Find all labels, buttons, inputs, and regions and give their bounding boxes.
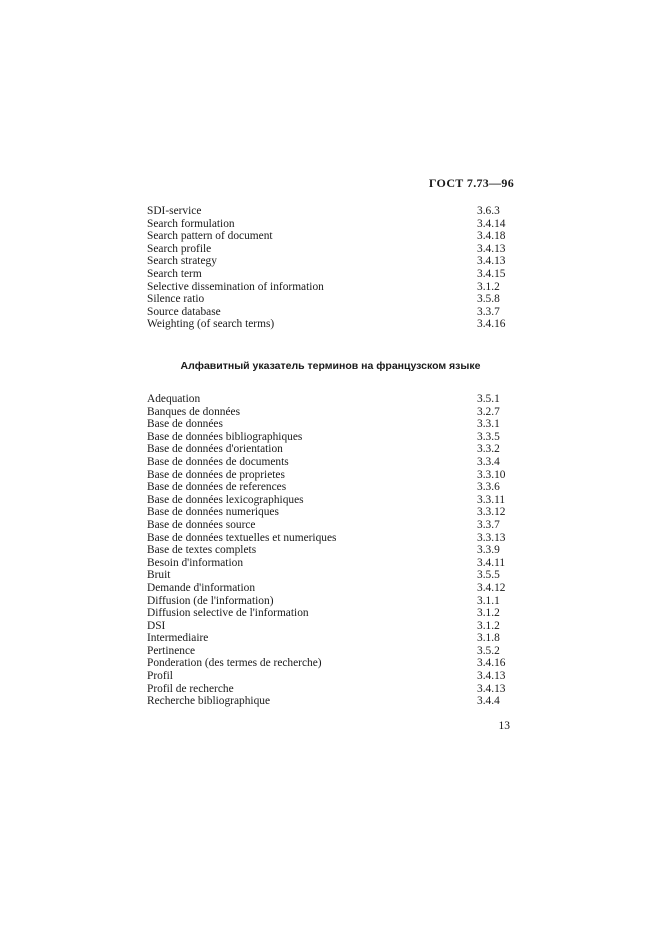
index-term: Intermediaire bbox=[147, 632, 209, 645]
index-section-ref: 3.3.10 bbox=[477, 468, 506, 481]
index-entry bbox=[147, 607, 509, 620]
index-entry bbox=[147, 481, 509, 494]
index-entry bbox=[147, 582, 509, 595]
index-term: Base de données textuelles et numeriques bbox=[147, 531, 337, 544]
index-entry bbox=[147, 657, 509, 670]
index-term: Base de données de proprietes bbox=[147, 468, 285, 481]
index-section-ref: 3.3.7 bbox=[477, 518, 500, 531]
index-term: Search profile bbox=[147, 242, 212, 255]
index-section-ref: 3.1.2 bbox=[477, 607, 500, 620]
index-entry bbox=[147, 645, 509, 658]
index-entry bbox=[147, 418, 509, 431]
index-section-ref: 3.5.8 bbox=[477, 293, 500, 306]
index-term: Profil bbox=[147, 670, 173, 683]
index-term: Base de données de documents bbox=[147, 455, 289, 468]
index-section-ref: 3.2.7 bbox=[477, 405, 500, 418]
index-section-ref: 3.4.13 bbox=[477, 670, 506, 683]
index-term: Diffusion selective de l'information bbox=[147, 607, 309, 620]
index-section-ref: 3.3.1 bbox=[477, 418, 500, 431]
index-term: Weighting (of search terms) bbox=[147, 318, 275, 331]
index-entry bbox=[147, 569, 509, 582]
index-entry bbox=[147, 494, 509, 507]
index-section-ref: 3.3.7 bbox=[477, 305, 500, 318]
index-term: Base de données source bbox=[147, 518, 256, 531]
index-section-ref: 3.4.4 bbox=[477, 695, 500, 708]
index-entry bbox=[147, 318, 509, 331]
index-section-ref: 3.4.11 bbox=[477, 556, 506, 569]
index-section-ref: 3.3.11 bbox=[477, 493, 506, 506]
index-term: Banques de données bbox=[147, 405, 240, 418]
index-section-ref: 3.1.1 bbox=[477, 594, 500, 607]
index-entry bbox=[147, 218, 509, 231]
index-entry bbox=[147, 632, 509, 645]
index-entry bbox=[147, 393, 509, 406]
index-entry bbox=[147, 443, 509, 456]
index-section-ref: 3.3.9 bbox=[477, 544, 500, 557]
index-entry bbox=[147, 281, 509, 294]
index-term: Demande d'information bbox=[147, 581, 256, 594]
index-section-ref: 3.1.2 bbox=[477, 619, 500, 632]
index-term: Base de données lexicographiques bbox=[147, 493, 304, 506]
english-term-index bbox=[147, 205, 509, 331]
index-term: Bruit bbox=[147, 569, 171, 582]
index-section-ref: 3.5.1 bbox=[477, 393, 500, 405]
index-term: Base de données d'orientation bbox=[147, 443, 283, 456]
index-section-ref: 3.3.2 bbox=[477, 443, 500, 456]
index-term: Base de textes complets bbox=[147, 544, 257, 557]
index-entry bbox=[147, 620, 509, 633]
index-term: Source database bbox=[147, 305, 221, 318]
index-entry bbox=[147, 255, 509, 268]
index-section-ref: 3.3.13 bbox=[477, 531, 506, 544]
index-term: Pertinence bbox=[147, 644, 196, 657]
index-section-ref: 3.3.12 bbox=[477, 506, 506, 519]
index-term: Base de données de references bbox=[147, 481, 287, 494]
index-term: Recherche bibliographique bbox=[147, 695, 271, 708]
index-term: Besoin d'information bbox=[147, 556, 244, 569]
index-term: Adequation bbox=[147, 393, 201, 405]
index-section-ref: 3.6.3 bbox=[477, 205, 500, 217]
index-section-ref: 3.3.5 bbox=[477, 430, 500, 443]
index-section-ref: 3.4.14 bbox=[477, 217, 506, 230]
index-entry bbox=[147, 544, 509, 557]
index-entry bbox=[147, 431, 509, 444]
index-entry bbox=[147, 243, 509, 256]
index-section-ref: 3.5.2 bbox=[477, 644, 500, 657]
index-term: Base de données bibliographiques bbox=[147, 430, 303, 443]
index-entry bbox=[147, 306, 509, 319]
index-term: Ponderation (des termes de recherche) bbox=[147, 657, 322, 670]
index-term: DSI bbox=[147, 619, 166, 632]
index-term: Search pattern of document bbox=[147, 230, 273, 243]
index-term: SDI-service bbox=[147, 205, 202, 217]
index-entry bbox=[147, 268, 509, 281]
index-section-ref: 3.4.12 bbox=[477, 581, 506, 594]
index-entry bbox=[147, 595, 509, 608]
index-term: Selective dissemination of information bbox=[147, 280, 324, 293]
index-entry bbox=[147, 532, 509, 545]
index-section-ref: 3.4.18 bbox=[477, 230, 506, 243]
index-term: Search strategy bbox=[147, 255, 217, 268]
index-entry bbox=[147, 683, 509, 696]
index-section-ref: 3.1.2 bbox=[477, 280, 500, 293]
index-entry bbox=[147, 293, 509, 306]
index-entry bbox=[147, 695, 509, 708]
index-term: Profil de recherche bbox=[147, 682, 234, 695]
index-entry bbox=[147, 506, 509, 519]
index-term: Search term bbox=[147, 267, 202, 280]
french-index-heading: Алфавитный указатель терминов на французском языке bbox=[180, 360, 481, 372]
index-entry bbox=[147, 557, 509, 570]
index-term: Diffusion (de l'information) bbox=[147, 594, 274, 607]
index-section-ref: 3.3.6 bbox=[477, 481, 500, 494]
index-entry bbox=[147, 230, 509, 243]
index-section-ref: 3.4.15 bbox=[477, 267, 506, 280]
index-entry bbox=[147, 469, 509, 482]
index-section-ref: 3.4.16 bbox=[477, 657, 506, 670]
index-term: Silence ratio bbox=[147, 293, 205, 306]
index-entry bbox=[147, 519, 509, 532]
page-number: 13 bbox=[498, 720, 510, 732]
index-section-ref: 3.3.4 bbox=[477, 455, 500, 468]
index-section-ref: 3.4.13 bbox=[477, 682, 506, 695]
index-term: Search formulation bbox=[147, 217, 235, 230]
index-entry bbox=[147, 406, 509, 419]
standard-designation: ГОСТ 7.73—96 bbox=[428, 176, 514, 190]
french-term-index bbox=[147, 393, 509, 708]
index-section-ref: 3.5.5 bbox=[477, 569, 500, 582]
index-section-ref: 3.4.13 bbox=[477, 242, 506, 255]
index-term: Base de données bbox=[147, 418, 223, 431]
index-term: Base de données numeriques bbox=[147, 506, 279, 519]
index-entry bbox=[147, 456, 509, 469]
index-section-ref: 3.1.8 bbox=[477, 632, 500, 645]
index-section-ref: 3.4.16 bbox=[477, 318, 506, 331]
index-entry bbox=[147, 205, 509, 218]
index-section-ref: 3.4.13 bbox=[477, 255, 506, 268]
index-entry bbox=[147, 670, 509, 683]
